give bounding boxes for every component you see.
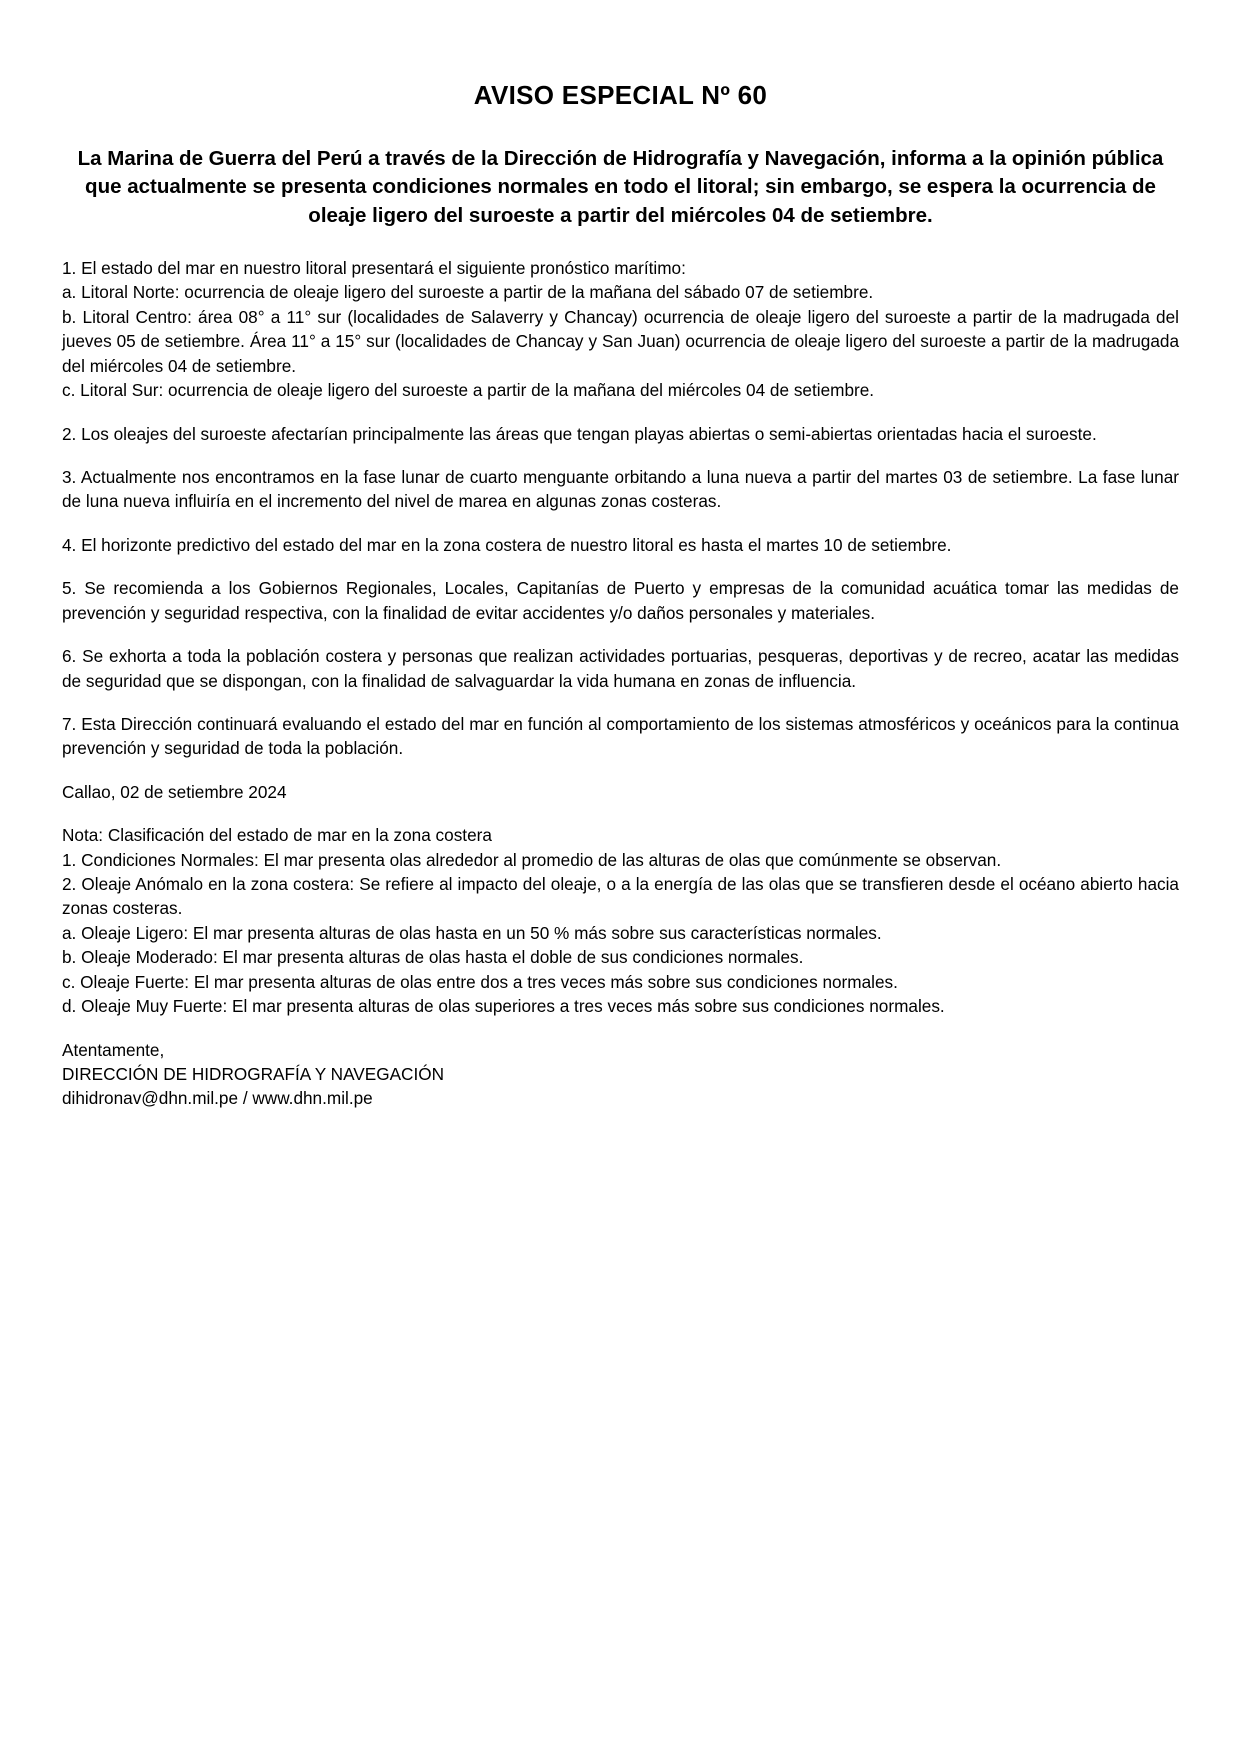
section-5: 5. Se recomienda a los Gobiernos Regionales, Locales, Capitanías de Puerto y empresas de la comunidad acuática tomar las medidas de prevención y seguridad respectiva, con la finalidad de evitar accidentes y/o daños personales y materiales.: [62, 578, 1179, 623]
spacer: [62, 1019, 1179, 1038]
section-1-item-c: c. Litoral Sur: ocurrencia de oleaje ligero del suroeste a partir de la mañana del miércoles 04 de setiembre.: [62, 380, 875, 401]
note-item-2: 2. Oleaje Anómalo en la zona costera: Se refiere al impacto del oleaje, o a la energía de las olas que se transfieren desde el océano abierto hacia zonas costeras.: [62, 874, 1179, 919]
section-2: 2. Los oleajes del suroeste afectarían principalmente las áreas que tengan playas abiertas o semi-abiertas orientadas hacia el suroeste.: [62, 423, 1097, 444]
signature-contact: dihidronav@dhn.mil.pe / www.dhn.mil.pe: [62, 1088, 373, 1109]
note-item-a: a. Oleaje Ligero: El mar presenta alturas de olas hasta en un 50 % más sobre sus características normales.: [62, 922, 882, 943]
spacer: [62, 557, 1179, 576]
spacer: [62, 446, 1179, 465]
note-item-1: 1. Condiciones Normales: El mar presenta olas alrededor al promedio de las alturas de olas que comúnmente se observan.: [62, 849, 1002, 870]
spacer: [62, 804, 1179, 823]
section-4: 4. El horizonte predictivo del estado del mar en la zona costera de nuestro litoral es hasta el martes 10 de setiembre.: [62, 534, 952, 555]
section-1-item-a: a. Litoral Norte: ocurrencia de oleaje ligero del suroeste a partir de la mañana del sábado 07 de setiembre.: [62, 282, 874, 303]
spacer: [62, 761, 1179, 780]
page-title: AVISO ESPECIAL Nº 60: [473, 80, 768, 110]
document-body: [62, 256, 1179, 1111]
section-6: 6. Se exhorta a toda la población costera y personas que realizan actividades portuarias, pesqueras, deportivas y de recreo, acatar las medidas de seguridad que se dispongan, con la finalidad de salvaguardar la vida humana en zonas de influencia.: [62, 646, 1179, 691]
note-item-c: c. Oleaje Fuerte: El mar presenta alturas de olas entre dos a tres veces más sobre sus condiciones normales.: [62, 971, 898, 992]
note-section: [62, 823, 1179, 1018]
section-3: 3. Actualmente nos encontramos en la fase lunar de cuarto menguante orbitando a luna nueva a partir del martes 03 de setiembre. La fase lunar de luna nueva influiría en el incremento del nivel de marea en algunas zonas costeras.: [62, 466, 1179, 512]
section-1-item-b: b. Litoral Centro: área 08° a 11° sur (localidades de Salaverry y Chancay) ocurrencia de oleaje ligero del suroeste a partir de la madrugada del jueves 05 de setiembre. Área 11° a 15° sur (localidades de Chancay y San Juan) ocurrencia de oleaje ligero del suroeste a partir de la madrugada del miércoles 04 de setiembre.: [62, 306, 1179, 376]
note-heading: Nota: Clasificación del estado de mar en la zona costera: [62, 825, 492, 846]
lead-paragraph: La Marina de Guerra del Perú a través de la Dirección de Hidrografía y Navegación, informa a la opinión pública que actualmente se presenta condiciones normales en todo el litoral; sin embargo, se espera la ocurrencia de oleaje ligero del suroeste a partir del miércoles 04 de setiembre.: [77, 147, 1164, 227]
signature-office: DIRECCIÓN DE HIDROGRAFÍA Y NAVEGACIÓN: [62, 1064, 445, 1084]
section-1: [62, 256, 1179, 403]
spacer: [62, 693, 1179, 712]
spacer: [62, 514, 1179, 533]
section-1-intro: 1. El estado del mar en nuestro litoral presentará el siguiente pronóstico marítimo:: [62, 258, 686, 279]
place-date: Callao, 02 de setiembre 2024: [62, 781, 287, 802]
note-item-d: d. Oleaje Muy Fuerte: El mar presenta alturas de olas superiores a tres veces más sobre sus condiciones normales.: [62, 996, 945, 1017]
note-item-b: b. Oleaje Moderado: El mar presenta alturas de olas hasta el doble de sus condiciones normales.: [62, 947, 804, 968]
signature-block: [62, 1038, 1179, 1111]
section-7: 7. Esta Dirección continuará evaluando el estado del mar en función al comportamiento de los sistemas atmosféricos y oceánicos para la continua prevención y seguridad de toda la población.: [62, 713, 1179, 759]
spacer: [62, 625, 1179, 644]
spacer: [62, 403, 1179, 422]
signature-closing: Atentamente,: [62, 1039, 165, 1060]
